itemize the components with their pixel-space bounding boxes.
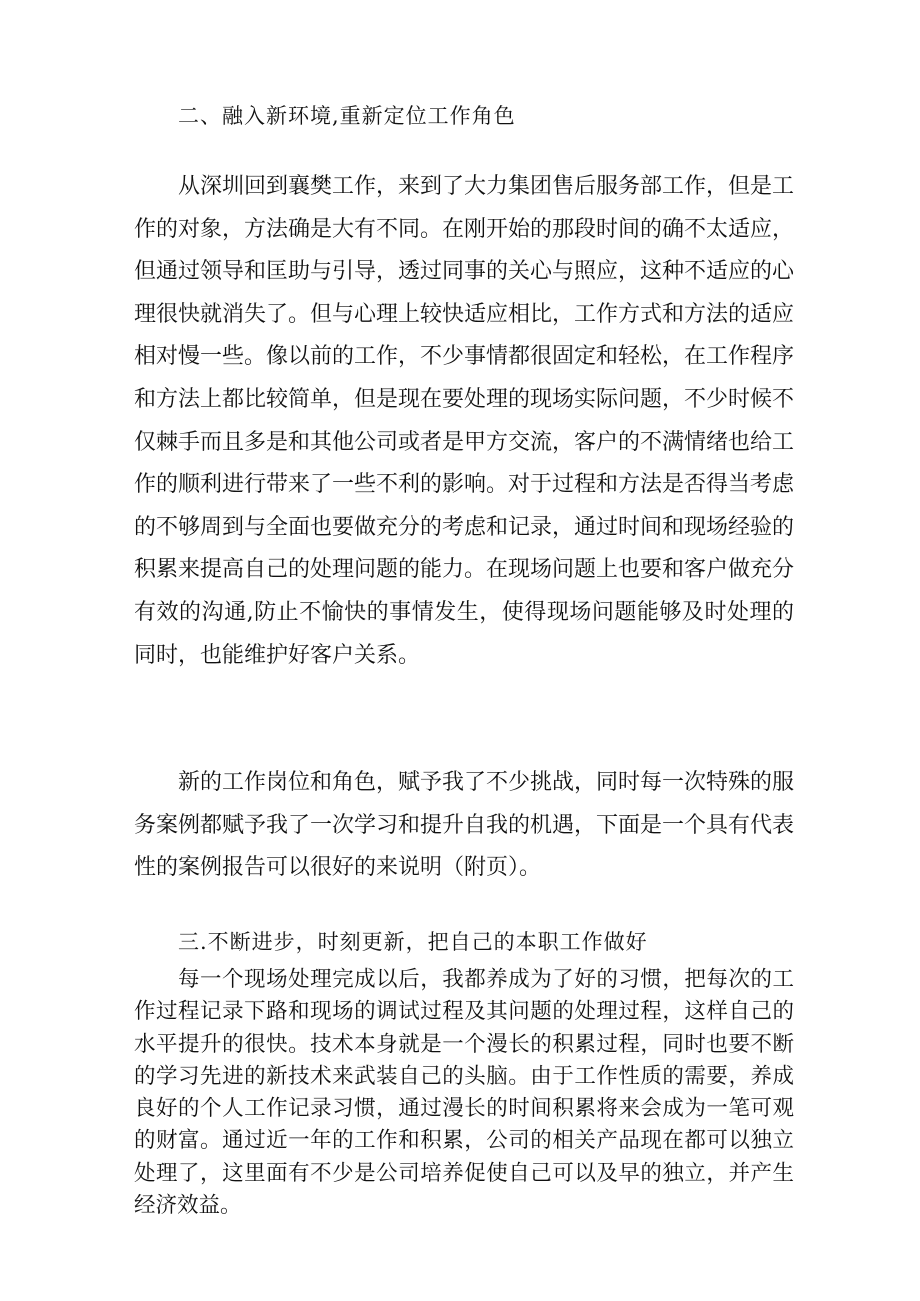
section-2-paragraph-2: 新的工作岗位和角色，赋予我了不少挑战，同时每一次特殊的服务案例都赋予我了一次学习和提升自我的机遇，下面是一个具有代表性的案例报告可以很好的来说明（附页）。	[134, 770, 795, 881]
section-3-heading: 三.不断进步，时刻更新，把自己的本职工作做好	[178, 930, 648, 954]
section-3-paragraph-1: 每一个现场处理完成以后，我都养成为了好的习惯，把每次的工作过程记录下路和现场的调试过程及其问题的处理过程，这样自己的水平提升的很快。技术本身就是一个漫长的积累过程，同时也要不断的学习先进的新技术来武装自己的头脑。由于工作性质的需要，养成良好的个人工作记录习惯，通过漫长的时间积累将来会成为一笔可观的财富。通过近一年的工作和积累，公司的相关产品现在都可以独立处理了，这里面有不少是公司培养促使自己可以及早的独立，并产生经济效益。	[134, 967, 794, 1219]
section-2-heading: 二、融入新环境,重新定位工作角色	[178, 104, 516, 128]
section-2-paragraph-1: 从深圳回到襄樊工作，来到了大力集团售后服务部工作，但是工作的对象，方法确是大有不同。在刚开始的那段时间的确不太适应，但通过领导和匡助与引导，透过同事的关心与照应，这种不适应的心理很快就消失了。但与心理上较快适应相比，工作方式和方法的适应相对慢一些。像以前的工作，不少事情都很固定和轻松，在工作程序和方法上都比较简单，但是现在要处理的现场实际问题，不少时候不仅棘手而且多是和其他公司或者是甲方交流，客户的不满情绪也给工作的顺利进行带来了一些不利的影响。对于过程和方法是否得当考虑的不够周到与全面也要做充分的考虑和记录，通过时间和现场经验的积累来提高自己的处理问题的能力。在现场问题上也要和客户做充分有效的沟通,防止不愉快的事情发生，使得现场问题能够及时处理的同时，也能维护好客户关系。	[134, 174, 795, 668]
